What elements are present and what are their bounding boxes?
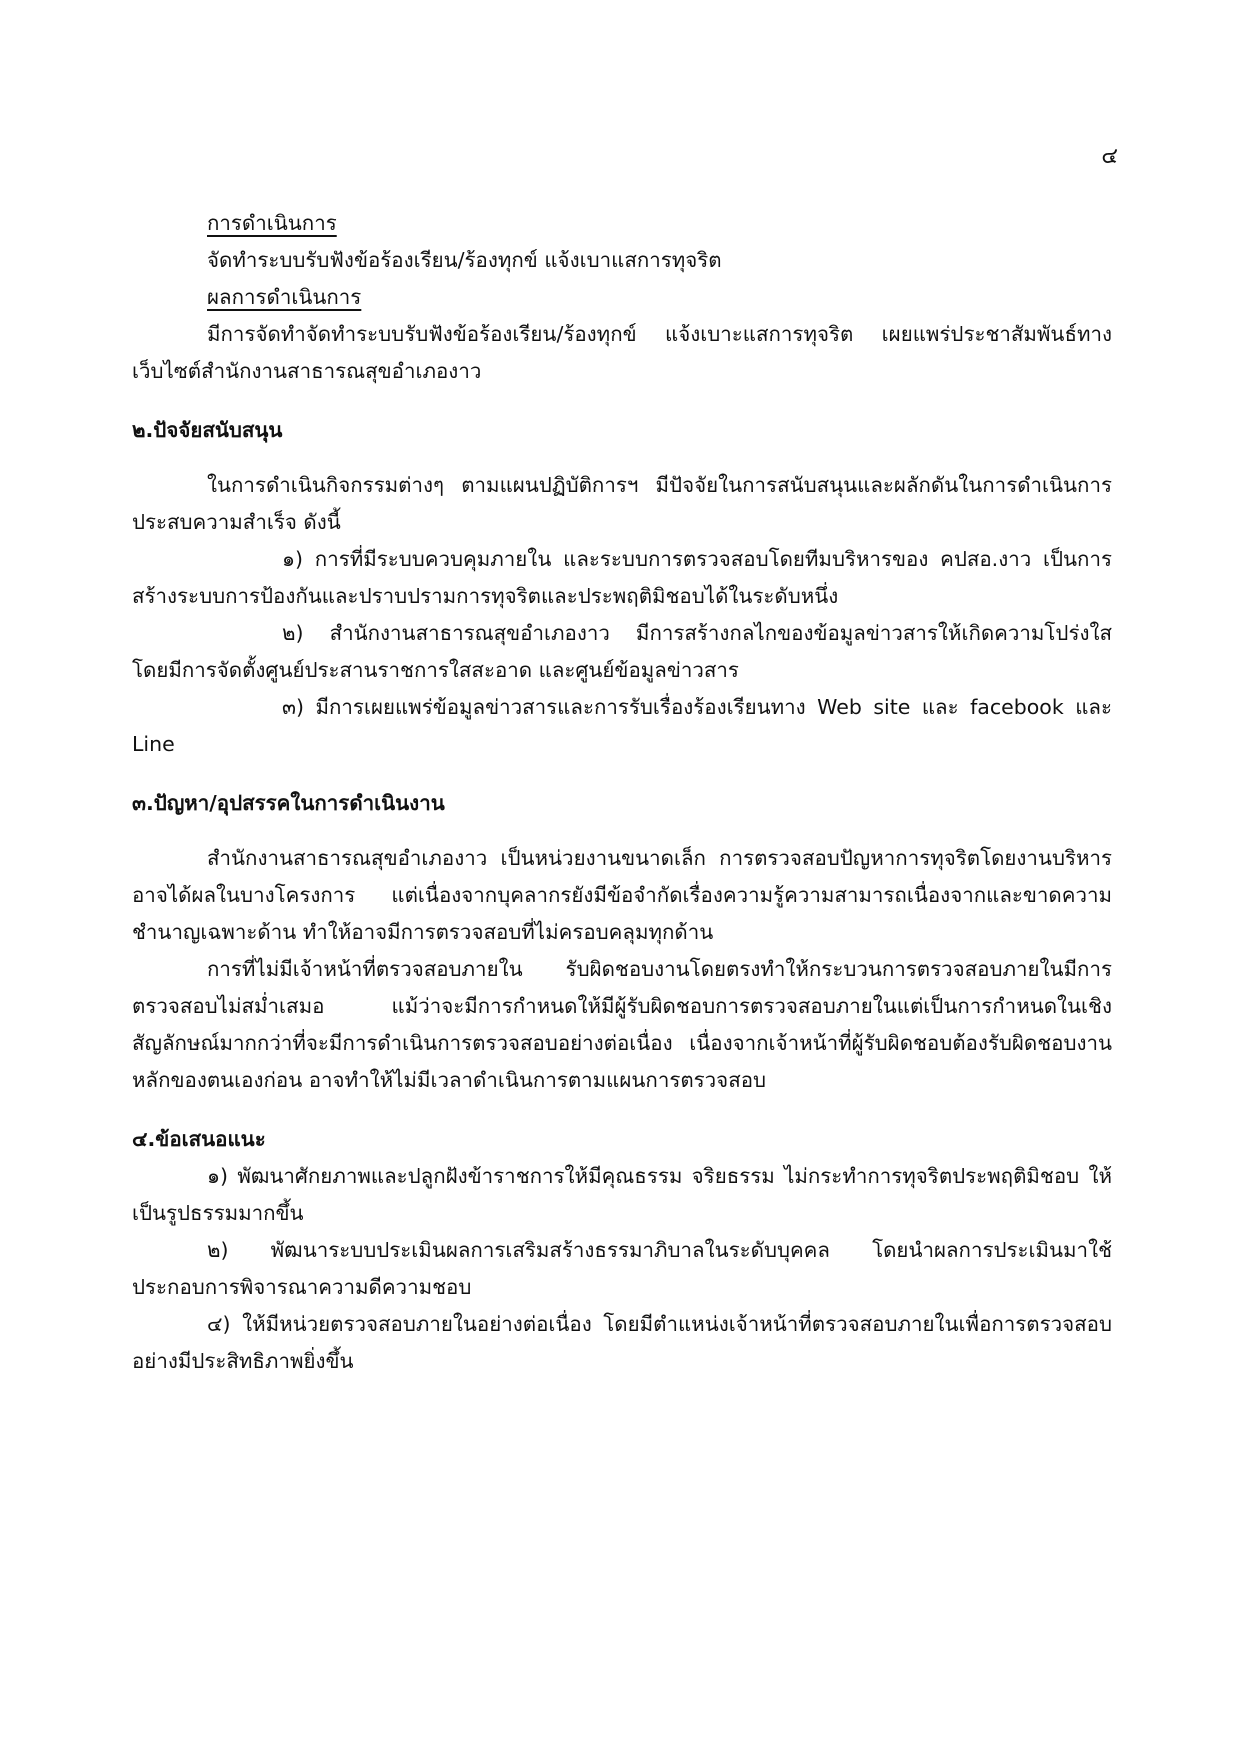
section2-heading: ๒.ปัจจัยสนับสนุน [132, 418, 283, 442]
result-heading: ผลการดำเนินการ [207, 285, 362, 309]
section4-heading: ๔.ข้อเสนอแนะ [132, 1127, 266, 1151]
page-number: ๔ [1101, 144, 1118, 169]
section2-item-2: ๒) สำนักงานสาธารณสุขอำเภองาว มีการสร้างกลไกของข้อมูลข่าวสารให้เกิดความโปร่งใส โดยมีการจัดตั้งศูนย์ประสานราชการใสสะอาด และศูนย์ข้อมูลข่าวสาร [132, 621, 1112, 682]
section4-item-3: ๔) ให้มีหน่วยตรวจสอบภายในอย่างต่อเนื่อง โดยมีตำแหน่งเจ้าหน้าที่ตรวจสอบภายในเพื่อการตรวจสอบอย่างมีประสิทธิภาพยิ่งขึ้น [132, 1312, 1112, 1373]
operation-heading: การดำเนินการ [207, 211, 337, 235]
section2-item-3: ๓) มีการเผยแพร่ข้อมูลข่าวสารและการรับเรื่องร้องเรียนทาง Web site และ facebook และ Line [132, 695, 1112, 756]
result-text: มีการจัดทำจัดทำระบบรับฟังข้อร้องเรียน/ร้องทุกข์ แจ้งเบาะแสการทุจริต เผยแพร่ประชาสัมพันธ์ทางเว็บไซต์สำนักงานสาธารณสุขอำเภองาว [132, 322, 1112, 383]
section4-item-2: ๒) พัฒนาระบบประเมินผลการเสริมสร้างธรรมาภิบาลในระดับบุคคล โดยนำผลการประเมินมาใช้ประกอบการพิจารณาความดีความชอบ [132, 1238, 1112, 1299]
section2-intro: ในการดำเนินกิจกรรมต่างๆ ตามแผนปฏิบัติการฯ มีปัจจัยในการสนับสนุนและผลักดันในการดำเนินการประสบความสำเร็จ ดังนี้ [132, 473, 1112, 534]
section3-heading: ๓.ปัญหา/อุปสรรคในการดำเนินงาน [132, 791, 445, 815]
document-body [132, 205, 1112, 1380]
section3-paragraph-1: สำนักงานสาธารณสุขอำเภองาว เป็นหน่วยงานขนาดเล็ก การตรวจสอบปัญหาการทุจริตโดยงานบริหารอาจได้ผลในบางโครงการ แต่เนื่องจากบุคลากรยังมีข้อจำกัดเรื่องความรู้ความสามารถเนื่องจากและขาดความชำนาญเฉพาะด้าน ทำให้อาจมีการตรวจสอบที่ไม่ครอบคลุมทุกด้าน [132, 846, 1112, 944]
section4-item-1: ๑) พัฒนาศักยภาพและปลูกฝังข้าราชการให้มีคุณธรรม จริยธรรม ไม่กระทำการทุจริตประพฤติมิชอบ ให้เป็นรูปธรรมมากขึ้น [132, 1164, 1112, 1225]
operation-text: จัดทำระบบรับฟังข้อร้องเรียน/ร้องทุกข์ แจ้งเบาแสการทุจริต [207, 248, 722, 272]
section3-paragraph-2: การที่ไม่มีเจ้าหน้าที่ตรวจสอบภายใน รับผิดชอบงานโดยตรงทำให้กระบวนการตรวจสอบภายในมีการตรวจสอบไม่สม่ำเสมอ แม้ว่าจะมีการกำหนดให้มีผู้รับผิดชอบการตรวจสอบภายในแต่เป็นการกำหนดในเชิงสัญลักษณ์มากกว่าที่จะมีการดำเนินการตรวจสอบอย่างต่อเนื่อง เนื่องจากเจ้าหน้าที่ผู้รับผิดชอบต้องรับผิดชอบงานหลักของตนเองก่อน อาจทำให้ไม่มีเวลาดำเนินการตามแผนการตรวจสอบ [132, 957, 1112, 1092]
section2-item-1: ๑) การที่มีระบบควบคุมภายใน และระบบการตรวจสอบโดยทีมบริหารของ คปสอ.งาว เป็นการสร้างระบบการป้องกันและปราบปรามการทุจริตและประพฤติมิชอบได้ในระดับหนึ่ง [132, 547, 1112, 608]
